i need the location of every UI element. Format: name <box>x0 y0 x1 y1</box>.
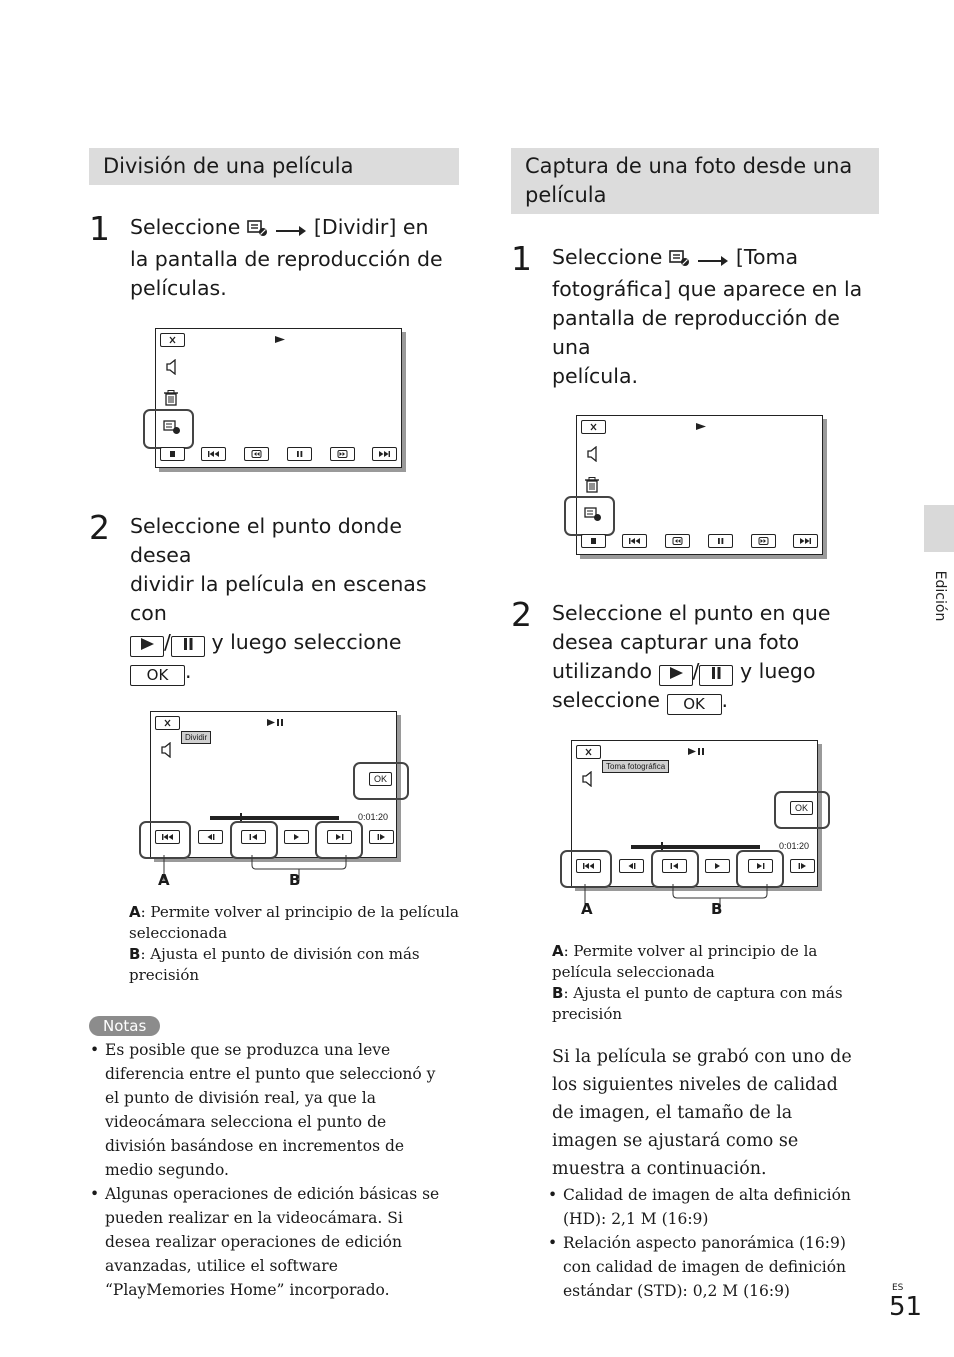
caption-text: : Ajusta el punto de división con más precisión <box>129 945 420 984</box>
mode-tag: Toma fotográfica <box>602 760 669 773</box>
playback-screen <box>576 415 823 555</box>
progress-bar[interactable] <box>210 816 339 820</box>
next-step-button[interactable] <box>369 830 394 844</box>
speaker-icon[interactable] <box>165 359 179 375</box>
prev-step-button[interactable] <box>198 830 223 844</box>
play-icon <box>289 833 304 841</box>
close-icon <box>165 336 180 344</box>
side-tab-label: Edición <box>932 570 948 622</box>
step-number: 2 <box>89 508 110 547</box>
skip-start-button[interactable] <box>201 447 226 461</box>
capture-screen <box>571 740 818 887</box>
prev-frame-icon <box>203 833 218 841</box>
step-text: Seleccione el punto donde desea <box>130 514 402 567</box>
fast-forward-icon <box>335 450 350 458</box>
trash-icon[interactable] <box>163 390 179 406</box>
list-item: • Algunas operaciones de edición básicas se pueden realizar en la videocámara. Si desea realizar operaciones de edición avanzadas, utilice el software “PlayMemories Home” incorporado. <box>89 1182 451 1302</box>
time-counter: 0:01:20 <box>358 812 389 822</box>
side-tab <box>924 505 954 552</box>
step-text: películas. <box>130 276 227 300</box>
close-button[interactable] <box>576 745 601 759</box>
arrow-right-icon <box>275 216 307 245</box>
step-text: la pantalla de reproducción de <box>130 247 443 271</box>
rewind-button[interactable] <box>665 534 690 548</box>
callout-a-circle <box>139 821 191 859</box>
pause-icon <box>713 537 728 545</box>
page-number: 51 <box>889 1292 923 1322</box>
play-button[interactable] <box>284 830 309 844</box>
step-number: 2 <box>511 595 532 634</box>
step-text: película. <box>552 364 639 388</box>
list-item: • Calidad de imagen de alta definición (HD): 2,1 M (16:9) <box>547 1183 877 1231</box>
notes-list <box>89 1038 451 1302</box>
step-text: [Toma <box>735 245 799 269</box>
skip-start-icon <box>627 537 642 545</box>
list-item: • Es posible que se produzca una leve diferencia entre el punto que seleccionó y el punto de división real, ya que la videocámara selecciona el punto de división basándose en incrementos de medio segundo. <box>89 1038 451 1182</box>
step-text: dividir la película en escenas con <box>130 572 427 625</box>
skip-end-button[interactable] <box>372 447 397 461</box>
step-text: Seleccione <box>130 215 241 239</box>
play-icon <box>667 666 685 680</box>
caption-key: B <box>129 945 141 963</box>
left-column <box>89 148 459 1302</box>
ok-button[interactable]: OK <box>790 801 813 815</box>
pause-key <box>171 636 205 657</box>
pause-button[interactable] <box>287 447 312 461</box>
highlight-circle <box>564 496 615 536</box>
play-button[interactable] <box>705 859 730 873</box>
fast-forward-button[interactable] <box>751 534 776 548</box>
close-button[interactable] <box>155 716 180 730</box>
next-frame-icon <box>795 862 810 870</box>
figure-caption <box>129 902 459 986</box>
time-counter: 0:01:20 <box>779 841 810 851</box>
stop-button[interactable] <box>160 447 185 461</box>
play-pause-icon <box>687 747 707 756</box>
skip-start-icon <box>206 450 221 458</box>
ok-key: OK <box>667 694 722 715</box>
close-icon <box>160 719 175 727</box>
close-icon <box>581 748 596 756</box>
step-text: Seleccione el punto en que <box>552 601 831 625</box>
section-heading-split: División de una película <box>89 148 459 185</box>
caption-key: B <box>552 984 564 1002</box>
caption-text: : Ajusta el punto de captura con más precisión <box>552 984 843 1023</box>
callout-b-circle-right <box>315 821 363 859</box>
bullet-list <box>547 1183 877 1303</box>
step-1-capture <box>511 239 879 391</box>
play-key <box>130 636 164 657</box>
skip-end-icon <box>798 537 813 545</box>
step-2-capture: 2 Seleccione el punto en que desea capturar una foto utilizando / y luego seleccione OK . <box>511 599 879 715</box>
step-text: fotográfica] que aparece en la <box>552 277 863 301</box>
split-screen <box>150 711 397 858</box>
page-lang: ES <box>892 1283 904 1293</box>
next-step-button[interactable] <box>790 859 815 873</box>
notes-badge: Notas <box>89 1016 160 1036</box>
step-number: 1 <box>511 239 532 278</box>
edit-movie-icon <box>247 216 269 245</box>
step-text: utilizando <box>552 659 652 683</box>
callout-label-a: A <box>158 871 170 889</box>
play-key <box>659 665 693 686</box>
list-item: • Relación aspecto panorámica (16:9) con calidad de imagen de definición estándar (STD): 0,2 M (16:9) <box>547 1231 877 1303</box>
mode-tag: Dividir <box>181 731 211 744</box>
highlight-circle <box>353 762 409 800</box>
stop-icon <box>586 537 601 545</box>
highlight-circle <box>143 409 194 449</box>
edit-movie-icon <box>669 246 691 275</box>
playback-screen <box>155 328 402 468</box>
speaker-icon[interactable] <box>160 742 174 758</box>
stop-button[interactable] <box>581 534 606 548</box>
play-icon <box>274 335 286 344</box>
rewind-icon <box>249 450 264 458</box>
pause-icon <box>709 666 723 680</box>
section-heading-capture: Captura de una foto desde una película <box>511 148 879 214</box>
step-text: Seleccione <box>552 245 663 269</box>
pause-icon <box>181 637 195 651</box>
play-icon <box>138 637 156 651</box>
step-text: y luego seleccione <box>211 630 402 654</box>
ok-key: OK <box>130 665 185 686</box>
callout-label-a: A <box>581 900 593 918</box>
caption-text: : Permite volver al principio de la película seleccionada <box>552 942 818 981</box>
rewind-icon <box>670 537 685 545</box>
step-2-split: 2 Seleccione el punto donde desea dividir la película en escenas con / y luego seleccione OK . <box>89 512 459 686</box>
step-1-split <box>89 209 459 303</box>
close-icon <box>586 423 601 431</box>
highlight-circle <box>774 791 830 829</box>
play-icon <box>695 422 707 431</box>
step-text: seleccione <box>552 688 660 712</box>
close-button[interactable] <box>581 420 606 434</box>
stop-icon <box>165 450 180 458</box>
pause-icon <box>292 450 307 458</box>
trash-icon[interactable] <box>584 477 600 493</box>
skip-end-icon <box>377 450 392 458</box>
play-icon <box>710 862 725 870</box>
next-frame-icon <box>374 833 389 841</box>
figure-caption <box>552 941 879 1025</box>
close-button[interactable] <box>160 333 185 347</box>
speaker-icon[interactable] <box>586 446 600 462</box>
play-pause-icon <box>266 718 286 727</box>
step-text: desea capturar una foto <box>552 630 800 654</box>
arrow-right-icon <box>697 246 729 275</box>
pause-key <box>699 665 733 686</box>
step-number: 1 <box>89 209 110 248</box>
callout-b-circle-left <box>651 850 699 888</box>
callout-label-b: B <box>289 871 301 889</box>
rewind-button[interactable] <box>244 447 269 461</box>
callout-b-circle-left <box>230 821 278 859</box>
callout-a-circle <box>560 850 612 888</box>
right-column <box>511 148 879 1303</box>
fast-forward-icon <box>756 537 771 545</box>
progress-bar[interactable] <box>631 845 760 849</box>
step-text: y luego <box>739 659 816 683</box>
ok-button[interactable]: OK <box>369 772 392 786</box>
caption-key: A <box>552 942 564 960</box>
skip-start-button[interactable] <box>622 534 647 548</box>
step-text: [Dividir] en <box>313 215 429 239</box>
caption-key: A <box>129 903 141 921</box>
pause-button[interactable] <box>708 534 733 548</box>
speaker-icon[interactable] <box>581 771 595 787</box>
caption-text: : Permite volver al principio de la película seleccionada <box>129 903 459 942</box>
fast-forward-button[interactable] <box>330 447 355 461</box>
callout-b-circle-right <box>736 850 784 888</box>
prev-frame-icon <box>624 862 639 870</box>
step-text: pantalla de reproducción de una <box>552 306 840 359</box>
paragraph: Si la película se grabó con uno de los siguientes niveles de calidad de imagen, el tamaño de la imagen se ajustará como se muestra a continuación. <box>552 1047 852 1179</box>
skip-end-button[interactable] <box>793 534 818 548</box>
prev-step-button[interactable] <box>619 859 644 873</box>
callout-label-b: B <box>711 900 723 918</box>
